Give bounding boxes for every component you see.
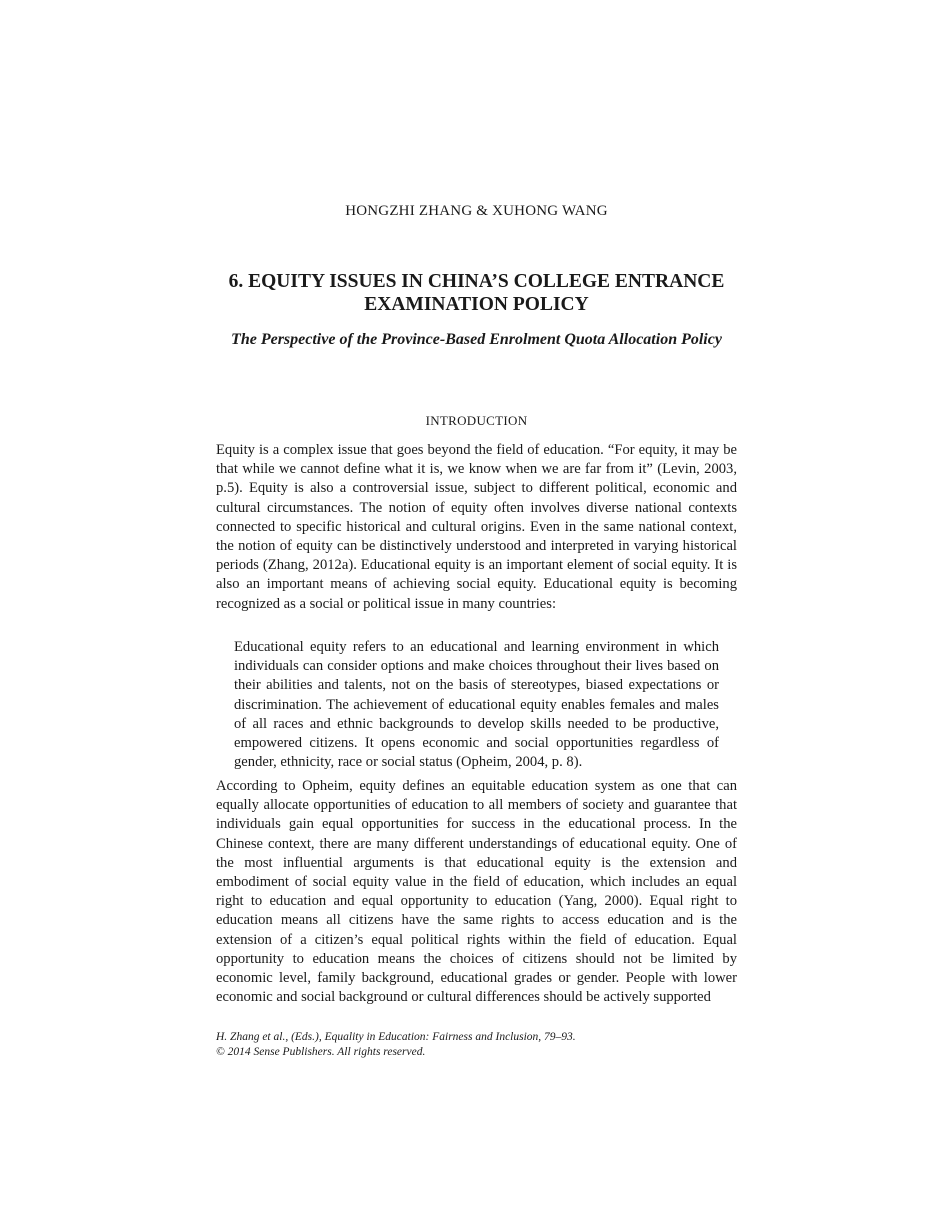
- block-quote: Educational equity refers to an educational and learning environment in which individuals can consider options and make choices throughout their lives based on their abilities and talents, not on the basis of stereotypes, biased expectations or discrimination. The achievement of educational equity enables females and males of all races and ethnic backgrounds to develop skills needed to be productive, empowered citizens. It opens economic and social opportunities regardless of gender, ethnicity, race or social status (Opheim, 2004, p. 8).: [234, 639, 719, 771]
- copyright-notice: © 2014 Sense Publishers. All rights reserved.: [216, 1046, 426, 1058]
- chapter-authors: HONGZHI ZHANG & XUHONG WANG: [345, 203, 608, 219]
- body-paragraph: Equity is a complex issue that goes beyond the field of education. “For equity, it may be that while we cannot define what it is, we know when we are far from it” (Levin, 2003, p.5). Equity is also a controversial issue, subject to different political, economic and cultural circumstances. The notion of equity often involves diverse national contexts connected to specific historical and cultural origins. Even in the same national context, the notion of equity can be distinctively understood and interpreted in varying historical periods (Zhang, 2012a). Educational equity is an important element of social equity. It is also an important means of achieving social equity. Educational equity is becoming recognized as a social or political issue in many countries:: [216, 442, 737, 612]
- chapter-title: 6. EQUITY ISSUES IN CHINA’S COLLEGE ENTRANCE EXAMINATION POLICY: [228, 271, 725, 315]
- section-heading: INTRODUCTION: [425, 413, 528, 428]
- chapter-subtitle: The Perspective of the Province-Based Enrolment Quota Allocation Policy: [231, 331, 722, 348]
- page-footer: [216, 1030, 737, 1060]
- source-citation: H. Zhang et al., (Eds.), Equality in Education: Fairness and Inclusion, 79–93.: [216, 1031, 576, 1043]
- body-paragraph: According to Opheim, equity defines an equitable education system as one that can equally allocate opportunities of education to all members of society and guarantee that individuals gain equal opportunities for success in the educational process. In the Chinese context, there are many different understandings of educational equity. One of the most influential arguments is that educational equity is the extension and embodiment of social equity value in the field of education, which includes an equal right to education and equal opportunity to education (Yang, 2000). Equal right to education means all citizens have the same rights to access education and is the extension of a citizen’s equal political rights within the field of education. Equal opportunity to education means the choices of citizens should not be limited by economic level, family background, educational grades or gender. People with lower economic and social background or cultural differences should be actively supported: [216, 778, 737, 1006]
